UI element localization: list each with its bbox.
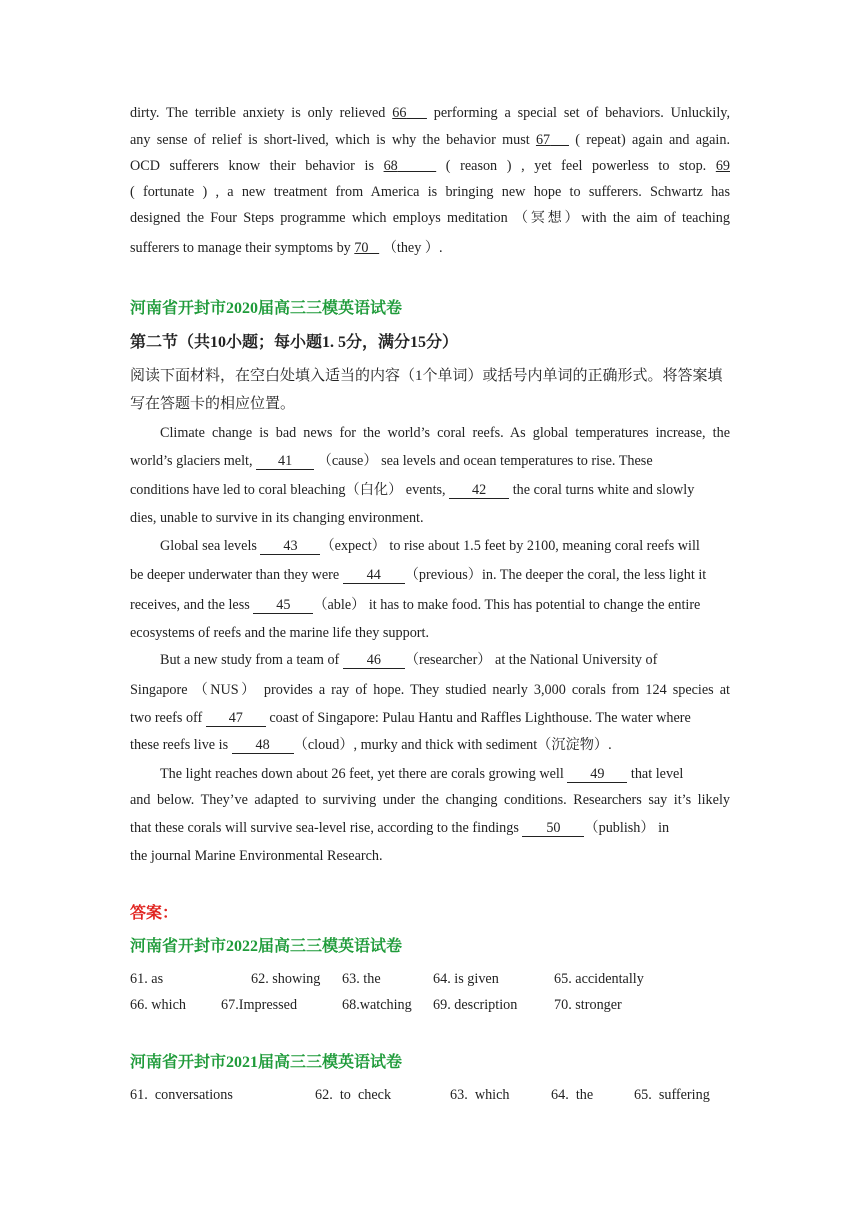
answers-heading-2022: 河南省开封市2022届高三三模英语试卷 [130,938,403,955]
para2-line2: be deeper underwater than they were 44 （previous）in. The deeper the coral, the less light it [130,567,707,583]
blank-44: 44 [343,567,405,584]
answer-61: 61. as [130,971,164,987]
answer-2021-65: 65. suffering [634,1087,710,1103]
answer-68: 68.watching [342,997,412,1013]
section-subheading: 第二节（共10小题；每小题1. 5分，满分15分） [130,334,459,351]
instruction-line1: 阅读下面材料，在空白处填入适当的内容（1个单词）或括号内单词的正确形式。将答案填 [130,368,723,384]
answer-2021-62: 62. to check [315,1087,392,1103]
answer-64: 64. is given [433,971,499,987]
para4-line2: and below. They’ve adapted to surviving under the changing conditions. Researchers say it’s likely [130,792,730,808]
para3-line3: two reefs off 47 coast of Singapore: Pulau Hantu and Raffles Lighthouse. The water where [130,710,691,726]
blank-48: 48 [232,737,294,754]
answer-2021-61: 61. conversations [130,1087,233,1103]
blank-47: 47 [206,710,266,727]
passage1-line1: dirty. The terrible anxiety is only relieved 66 performing a special set of behaviors. Unluckily, [130,105,730,121]
passage1-line3: OCD sufferers know their behavior is 68 ( reason ) , yet feel powerless to stop. 69 [130,158,730,174]
blank-46: 46 [343,652,405,669]
blank-43: 43 [260,538,320,555]
passage1-line5: designed the Four Steps programme which employs meditation （冥想）with the aim of teaching [130,210,730,226]
para3-line2: Singapore （NUS） provides a ray of hope. They studied nearly 3,000 corals from 124 species at [130,682,730,698]
para1-line3: conditions have led to coral bleaching（白化） events, 42 the coral turns white and slowly [130,482,695,498]
para2-line4: ecosystems of reefs and the marine life they support. [130,625,430,641]
blank-66: 66 [392,105,407,121]
passage1-line2: any sense of relief is short-lived, which is why the behavior must 67 ( repeat) again and again. [130,132,730,148]
para2-line1: Global sea levels 43 （expect） to rise about 1.5 feet by 2100, meaning coral reefs will [160,538,700,554]
para2-line3: receives, and the less 45 （able） it has to make food. This has potential to change the entire [130,597,701,613]
answer-62: 62. showing [251,971,321,987]
para1-line1: Climate change is bad news for the world’s coral reefs. As global temperatures increase, the [160,425,730,441]
instruction-line2: 写在答题卡的相应位置。 [130,396,296,412]
passage1-line4: ( fortunate ) , a new treatment from America is bringing new hope to sufferers. Schwartz has [130,184,730,200]
para1-line2: world’s glaciers melt, 41 （cause） sea levels and ocean temperatures to rise. These [130,453,653,469]
answer-63: 63. the [342,971,381,987]
para4-line4: the journal Marine Environmental Research. [130,848,383,864]
answer-66: 66. which [130,997,186,1013]
para3-line1: But a new study from a team of 46 （researcher） at the National University of [160,652,658,668]
para3-line4: these reefs live is 48 （cloud）, murky and thick with sediment（沉淀物）. [130,737,612,753]
blank-42: 42 [449,482,509,499]
para1-line4: dies, unable to survive in its changing environment. [130,510,424,526]
answer-65: 65. accidentally [554,971,644,987]
answer-69: 69. description [433,997,518,1013]
answer-67: 67.Impressed [221,997,298,1013]
blank-67: 67 [535,132,551,148]
answers-label: 答案： [130,905,179,922]
blank-50: 50 [522,820,584,837]
blank-70: 70 [354,240,369,256]
para4-line1: The light reaches down about 26 feet, yet there are corals growing well 49 that level [160,766,684,782]
blank-41: 41 [256,453,314,470]
blank-49: 49 [567,766,627,783]
para4-line3: that these corals will survive sea-level rise, according to the findings 50 （publish） in [130,820,670,836]
answer-2021-64: 64. the [551,1087,594,1103]
blank-68: 68 [383,158,398,174]
blank-69: 69 [715,158,730,174]
blank-45: 45 [253,597,313,614]
answers-heading-2021: 河南省开封市2021届高三三模英语试卷 [130,1054,403,1071]
answer-70: 70. stronger [554,997,622,1013]
answer-2021-63: 63. which [450,1087,510,1103]
passage1-line6: sufferers to manage their symptoms by 70 （they ）. [130,240,443,256]
section-heading-2020: 河南省开封市2020届高三三模英语试卷 [130,300,403,317]
